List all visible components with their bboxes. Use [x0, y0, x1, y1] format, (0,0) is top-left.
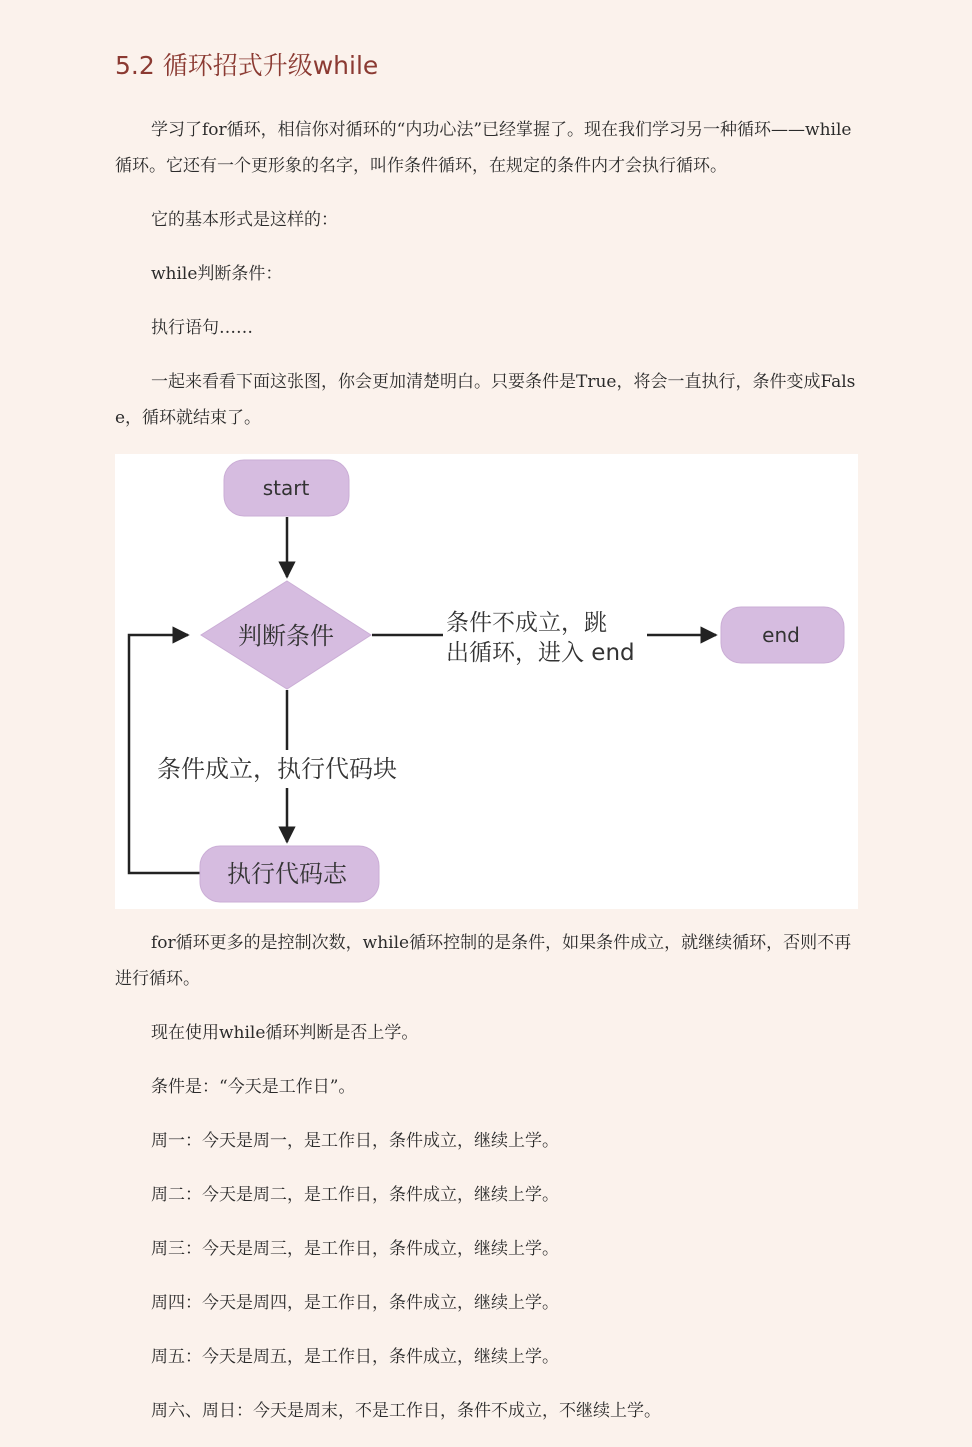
node-decision: [201, 581, 371, 689]
edge-loop-back: [129, 635, 200, 873]
node-action-label: 执行代码志: [227, 860, 347, 888]
while-flowchart: [115, 454, 858, 909]
node-end: [721, 607, 844, 663]
paragraph-friday: 周五：今天是周五，是工作日，条件成立，继续上学。: [151, 1347, 559, 1367]
paragraph-example-intro: 现在使用while循环判断是否上学。: [151, 1023, 419, 1043]
paragraph-wednesday: 周三：今天是周三，是工作日，条件成立，继续上学。: [151, 1239, 559, 1259]
paragraph-thursday: 周四：今天是周四，是工作日，条件成立，继续上学。: [151, 1293, 559, 1313]
node-action: [200, 846, 379, 902]
paragraph-intro: 学习了for循环，相信你对循环的“内功心法”已经掌握了。现在我们学习另一种循环——while循环。它还有一个更形象的名字，叫作条件循环，在规定的条件内才会执行循环。: [115, 120, 852, 176]
flowchart-canvas: [115, 454, 858, 909]
node-start: [224, 460, 349, 516]
paragraph-comparison: for循环更多的是控制次数，while循环控制的是条件，如果条件成立，就继续循环，否则不再进行循环。: [115, 933, 852, 989]
node-start-label: start: [262, 476, 310, 500]
paragraph-figure-intro: 一起来看看下面这张图，你会更加清楚明白。只要条件是True，将会一直执行，条件变成False，循环就结束了。: [115, 372, 856, 428]
false-branch-label-line1: 条件不成立，跳: [446, 610, 607, 636]
true-branch-label: 条件成立，执行代码块: [157, 755, 397, 783]
paragraph-syntax-while: while判断条件：: [151, 264, 283, 284]
section-title: 5.2 循环招式升级while: [115, 51, 379, 80]
node-end-label: end: [762, 623, 800, 647]
paragraph-tuesday: 周二：今天是周二，是工作日，条件成立，继续上学。: [151, 1185, 559, 1205]
paragraph-basic-form: 它的基本形式是这样的：: [151, 210, 338, 230]
node-decision-label: 判断条件: [238, 622, 334, 650]
paragraph-weekend: 周六、周日：今天是周末，不是工作日，条件不成立，不继续上学。: [151, 1401, 661, 1421]
paragraph-syntax-body: 执行语句……: [151, 318, 253, 338]
article-body: [115, 112, 858, 1447]
false-branch-label-line2: 出循环，进入 end: [446, 640, 635, 666]
paragraph-monday: 周一：今天是周一，是工作日，条件成立，继续上学。: [151, 1131, 559, 1151]
paragraph-condition: 条件是：“今天是工作日”。: [151, 1077, 356, 1097]
